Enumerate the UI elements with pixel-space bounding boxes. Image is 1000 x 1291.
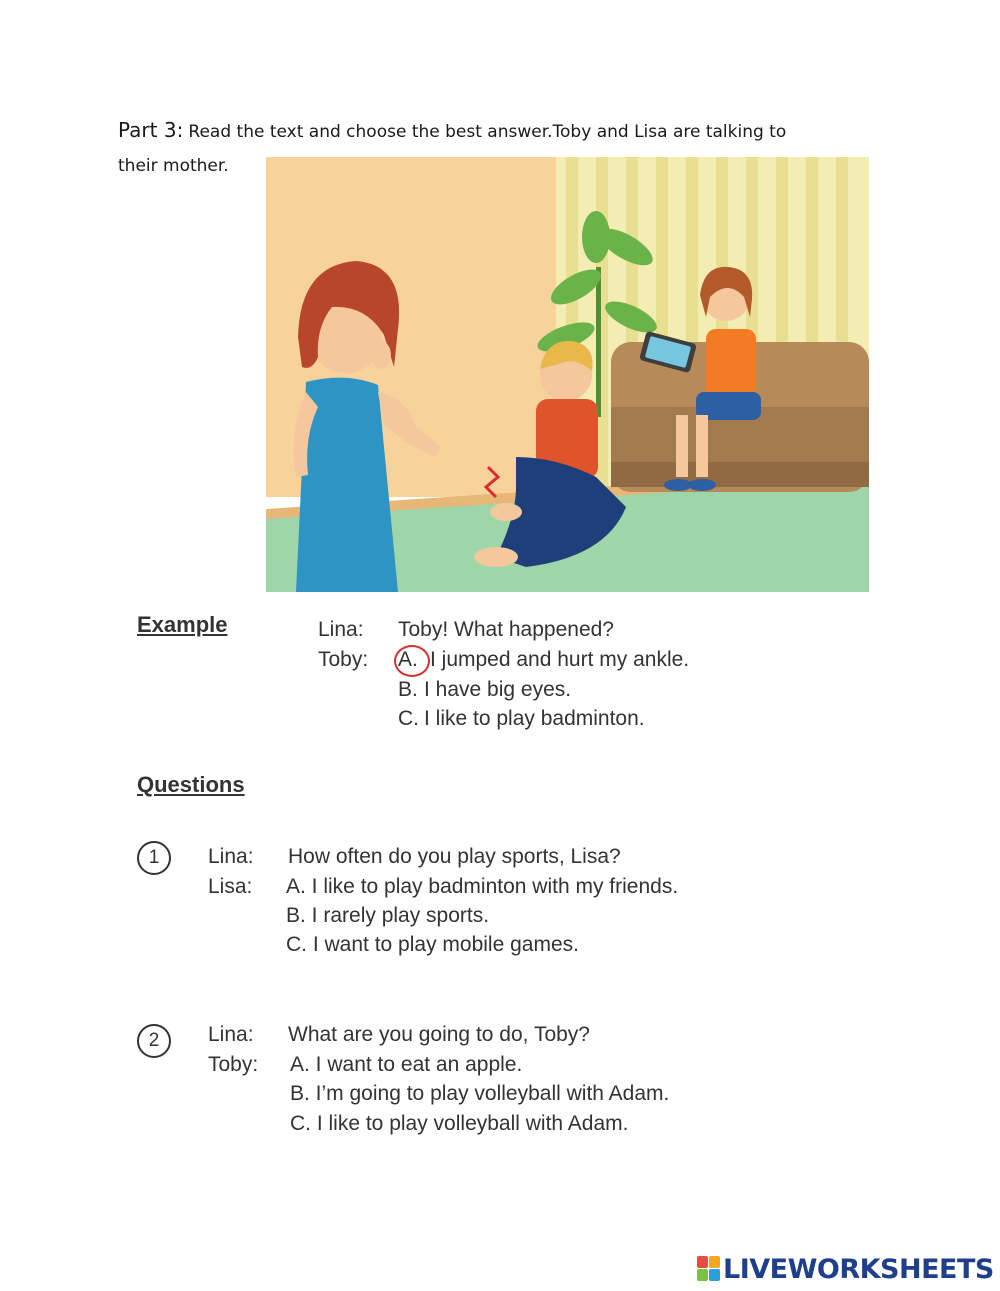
q1-answer-speaker: Lisa: xyxy=(208,875,253,898)
liveworksheets-logo-icon xyxy=(697,1256,721,1282)
logo-text: LIVEWORKSHEETS xyxy=(723,1253,994,1285)
q2-option-b[interactable]: B. I’m going to play volleyball with Adam. xyxy=(290,1082,670,1105)
example-option-a-text: I jumped and hurt my ankle. xyxy=(430,648,690,671)
liveworksheets-logo xyxy=(697,1252,994,1286)
instruction-text-line2: their mother. xyxy=(118,156,229,176)
q1-question-text: How often do you play sports, Lisa? xyxy=(288,845,621,868)
question-number-1: 1 xyxy=(137,841,171,875)
q1-option-c[interactable]: C. I want to play mobile games. xyxy=(286,933,579,956)
q2-question-speaker: Lina: xyxy=(208,1023,254,1046)
example-option-a-letter: A. xyxy=(398,648,418,671)
part-label: Part 3: xyxy=(118,118,184,142)
q1-question-speaker: Lina: xyxy=(208,845,254,868)
example-question-text: Toby! What happened? xyxy=(398,618,614,641)
example-option-c-letter: C. xyxy=(398,707,419,730)
q1-option-b[interactable]: B. I rarely play sports. xyxy=(286,904,490,927)
q2-option-a[interactable]: A. I want to eat an apple. xyxy=(290,1053,523,1076)
question-number-2: 2 xyxy=(137,1024,171,1058)
q2-question-text: What are you going to do, Toby? xyxy=(288,1023,590,1046)
illustration-family-scene xyxy=(266,157,869,592)
example-option-b-letter: B. xyxy=(398,678,418,701)
instruction xyxy=(118,118,878,176)
example-option-c-text: I like to play badminton. xyxy=(424,707,645,730)
q1-option-a[interactable]: A. I like to play badminton with my friends. xyxy=(286,875,679,898)
example-heading: Example xyxy=(137,612,228,637)
questions-heading: Questions xyxy=(137,772,245,797)
instruction-text-line1: Read the text and choose the best answer.Toby and Lisa are talking to xyxy=(188,122,787,142)
q2-answer-speaker: Toby: xyxy=(208,1053,259,1076)
q2-option-c[interactable]: C. I like to play volleyball with Adam. xyxy=(290,1112,629,1135)
example-question-speaker: Lina: xyxy=(318,618,364,641)
example-answer-speaker: Toby: xyxy=(318,648,369,671)
example-option-b-text: I have big eyes. xyxy=(424,678,572,701)
